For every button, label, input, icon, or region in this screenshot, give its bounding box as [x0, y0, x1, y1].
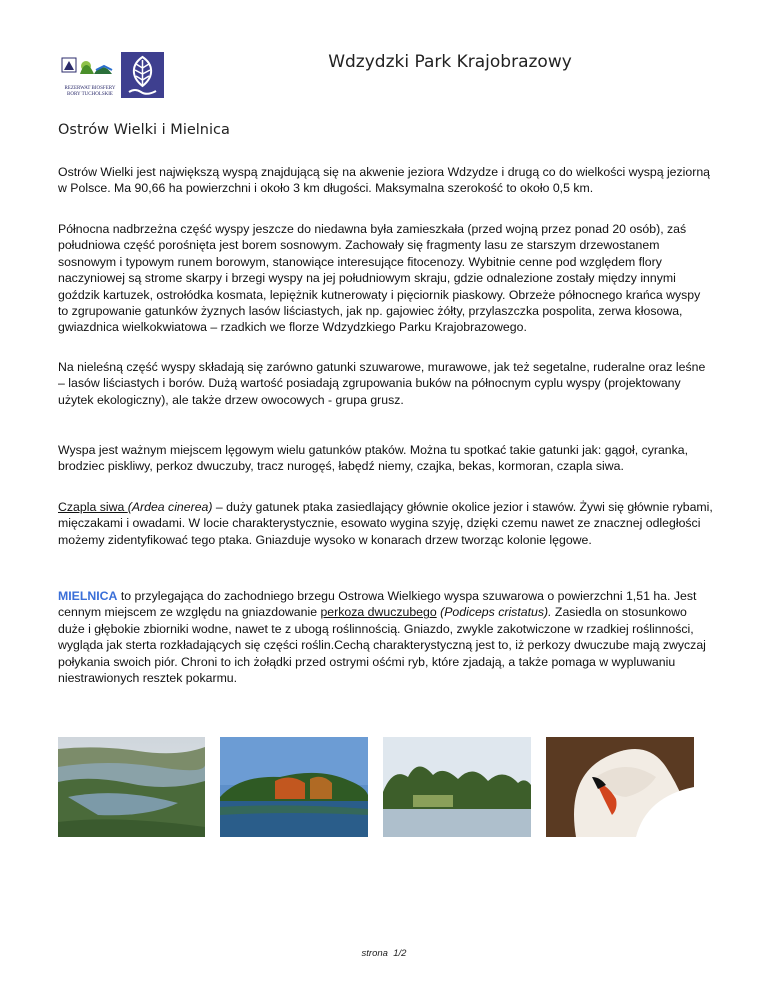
island-autumn-photo-icon — [220, 737, 368, 837]
heron-link[interactable]: Czapla siwa — [58, 500, 128, 514]
page-footer — [0, 948, 768, 959]
document-title: Wdzydzki Park Krajobrazowy — [328, 52, 572, 72]
page-number: 1/2 — [393, 948, 407, 959]
grebe-latin-name: (Podiceps cristatus). — [440, 605, 552, 620]
swan-photo-icon — [546, 737, 694, 837]
aerial-lake-photo-icon — [58, 737, 205, 837]
paragraph-vegetation: Na nieleśną część wyspy składają się zarówno gatunki szuwarowe, murawowe, jak też segetalne, ruderalne oraz leśne – lasów liściastych i borów. Dużą wartość posiadają zgrupowania buków na północnym cyplu wyspy (projektowany użytek ekologiczny), ale także drzew owocowych - grupa grusz. — [58, 360, 706, 407]
logo-group — [60, 52, 165, 98]
paragraph-birds: Wyspa jest ważnym miejscem lęgowym wielu gatunków ptaków. Można tu spotkać takie gatunki jak: gągoł, cyranka, brodziec piskliwy, perkoz dwuczuby, tracz nurogęś, łabędź niemy, czajka, bekas, kormoran, czapla siwa. — [58, 443, 689, 474]
wpk-leaf-logo-icon — [121, 52, 164, 98]
photo-strip — [58, 737, 718, 837]
heron-description: – duży gatunek ptaka zasiedlający głównie okolice jezior i stawów. Żywi się głównie rybami, mięczakami i owadami. W locie charakterystycznie, esowato wygina szyję, dzięki czemu nawet ze znacznej odległości możemy zidentyfikować tego ptaka. Gniazduje wysoko w konarach drzew tworząc kolonie lęgowe. — [58, 500, 713, 547]
paragraph-intro: Ostrów Wielki jest największą wyspą znajdującą się na akwenie jeziora Wdzydze i drugą co do wielkości wyspą jeziorną w Polsce. Ma 90,66 ha powierzchni i około 3 km długości. Maksymalna szerokość to około 0,5 km. — [58, 165, 711, 196]
mielnica-text-2: Zasiedla on stosunkowo duże i głębokie zbiorniki wodne, nawet te z ubogą roślinnością. Gniazdo, zwykle zakotwiczone w rzadkiej roślinności, wygląda jak sterta rozkładających się części roślin.Cechą charakterystyczną jest to, iż perkozy dwuczube mają zwyczaj połykania swoich piór. Chroni to ich żołądki przed ostrymi ośćmi ryb, które zjadają, a także pomaga w wypluwaniu niestrawionych resztek pokarmu. — [58, 605, 706, 686]
grebe-link[interactable]: perkoza dwuczubego — [320, 605, 437, 620]
section-title: Ostrów Wielki i Mielnica — [58, 122, 230, 138]
paragraph-flora: Północna nadbrzeżna część wyspy jeszcze do niedawna była zamieszkała (przed wojną przez ponad 20 osób), zaś południowa część porośnięta jest borem sosnowym. Zachowały się fragmenty lasu ze starszym drzewostanem sosnowym i typowym runem borowym, stanowiące interesujące fitocenozy. Wybitnie cenne pod względem flory naczyniowej są strome skarpy i brzegi wyspy na jej południowym skraju, gdzie odnalezione zostały między innymi goździk kartuzek, ostrołódka kosmata, lepiężnik kutnerowaty i pięciornik piaskowy. Obrzeże północnego krańca wyspy to zgrupowanie gatunków żyznych lasów liściastych, jak np. gajowiec żółty, przylaszczka pospolita, zerwa kłosowa, gwiazdnica wielkokwiatowa – rzadkich we florze Wdzydzkiego Parku Krajobrazowego. — [58, 222, 701, 335]
heron-latin-name: (Ardea cinerea) — [127, 500, 213, 514]
biosphere-logo-text: REZERWAT BIOSFERY BORY TUCHOLSKIE — [64, 86, 116, 97]
page-label: strona — [361, 948, 388, 959]
mielnica-text-1: to przylegająca do zachodniego brzegu Ostrowa Wielkiego wyspa szuwarowa o powierzchni 1,51 ha. Jest cennym miejscem ze względu na gniazdowanie — [58, 589, 697, 620]
paragraph-mielnica — [58, 588, 713, 686]
lake-shore-photo-icon — [383, 737, 531, 837]
unesco-biosphere-logo-icon — [60, 56, 120, 96]
paragraph-heron — [58, 499, 713, 548]
page-header — [0, 0, 768, 110]
mielnica-highlight: MIELNICA — [58, 589, 118, 603]
